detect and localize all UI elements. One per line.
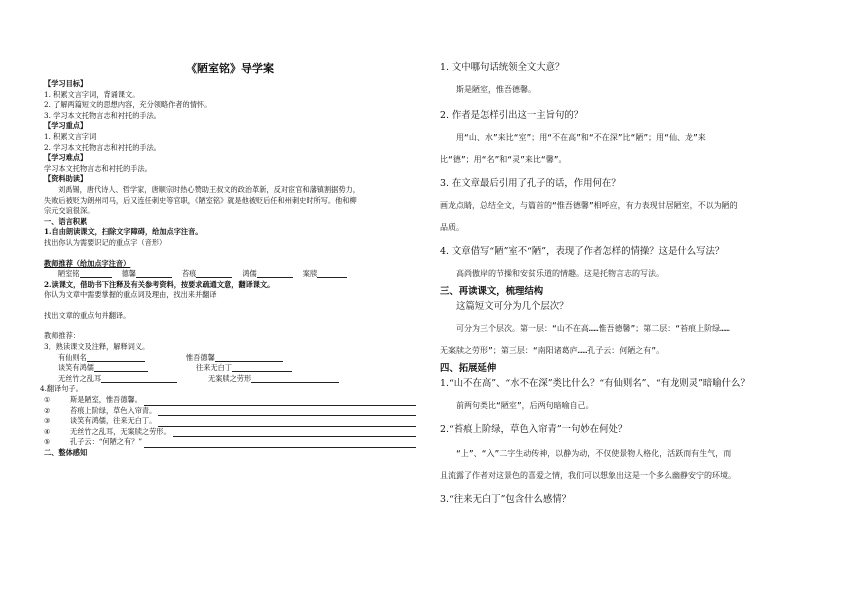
objective-item: 3. 学习本文托物言志和衬托的手法。 (44, 110, 161, 120)
pinyin-blank[interactable] (317, 269, 347, 278)
extension-question-3: 3.“往来无白丁”包含什么感情？ (440, 494, 572, 505)
vocab-word: 往来无白丁 (196, 363, 232, 373)
section-structure: 三、再读课文，梳理结构 (440, 286, 544, 297)
pinyin-row (44, 269, 416, 280)
task-translate-text-sub: 你认为文章中需要掌握的重点词及理由，找出来并翻译 (44, 290, 217, 300)
section-language: 一、语言积累 (44, 216, 88, 226)
vocab-word: 惟吾德馨 (186, 352, 215, 362)
material-line: 失败后被贬为朗州司马，后又连任刺史等官职，《陋室铭》就是他被贬后任和州刺史时所写。他和柳 (44, 195, 357, 205)
answer-2-line: 比“德”；用“名”和“灵”来比“馨”。 (440, 155, 567, 164)
vocab-row (44, 374, 416, 385)
extension-answer-2-line: “上”、“入”二字生动传神，以静为动，不仅使景物人格化，活跃而有生气，而 (456, 449, 732, 458)
extension-question-2: 2.“苔痕上阶绿，草色入帘青”一句妙在何处？ (440, 424, 628, 435)
translate-row: ⑤ 孔子云：“何陋之有？” (44, 437, 416, 448)
answer-4: 高尚傲岸的节操和安贫乐道的情趣。这是托物言志的写法。 (456, 269, 664, 278)
key-point-item: 2. 学习本文托物言志和衬托的手法。 (44, 142, 161, 152)
key-point-item: 1. 积累文言字词 (44, 131, 97, 141)
translate-sentence: 无丝竹之乱耳，无案牍之劳形。 (70, 426, 171, 436)
translate-row: ① 斯是陋室，惟吾德馨。 (44, 395, 416, 406)
task-read-aloud-sub: 找出你认为需要识记的重点字（音形） (44, 237, 167, 247)
question-4: 4. 文章借写“陋”室不“陋”，表现了作者怎样的情操？这是什么写法？ (440, 246, 725, 257)
left-column (40, 62, 416, 459)
vocab-blank[interactable] (87, 353, 145, 362)
vocab-row (44, 353, 416, 364)
translate-blank[interactable] (144, 439, 416, 448)
teacher-recommend-2: 教师推荐： (44, 331, 80, 341)
translate-sentence: 孔子云：“何陋之有？” (70, 437, 143, 447)
translate-sentence: 苔痕上阶绿，草色入帘青。 (70, 405, 157, 415)
structure-answer-line: 可分为三个层次。第一层：“山不在高……惟吾德馨”；第二层：“苔痕上阶绿…… (456, 324, 730, 333)
vocab-blank[interactable] (94, 363, 148, 372)
section-overall: 二、整体感知 (44, 448, 88, 457)
answer-2-line: 用“山、水”来比“室”；用“不在高”和“不在深”比“陋”；用“仙、龙”来 (456, 133, 706, 142)
pinyin-word: 苔痕 (181, 269, 197, 279)
vocab-blank[interactable] (101, 374, 177, 383)
translate-blank[interactable] (144, 397, 416, 406)
pinyin-word: 案牍 (302, 269, 318, 279)
vocab-word: 无案牍之劳形 (208, 373, 252, 383)
extension-answer-2-line: 且流露了作者对这景色的喜爱之情，我们可以想象出这是一个多么幽静安宁的环境。 (440, 471, 736, 480)
structure-question: 这篇短文可分为几个层次？ (456, 301, 569, 312)
key-points-header: 【学习重点】 (44, 121, 88, 131)
translate-row: ④ 无丝竹之乱耳，无案牍之劳形。 (44, 427, 416, 438)
find-key-sentence: 找出文章的重点句并翻译。 (44, 310, 131, 320)
material-header: 【资料助读】 (44, 174, 88, 184)
pinyin-word: 鸿儒 (242, 269, 257, 279)
teacher-recommend-header: 教师推荐（给加点字注音） (44, 258, 131, 268)
question-1: 1. 文中哪句话统领全文大意？ (440, 62, 565, 73)
translate-blank[interactable] (158, 418, 416, 427)
pinyin-blank[interactable] (80, 269, 112, 278)
right-column (440, 62, 840, 506)
page-title: 《陋室铭》导学案 (186, 62, 274, 75)
translate-sentence: 斯是陋室，惟吾德馨。 (70, 395, 142, 405)
answer-3-line: 画龙点睛，总结全文，与篇首的“惟吾德馨”相呼应，有力表现甘居陋室，不以为陋的 (440, 201, 738, 210)
vocab-blank[interactable] (232, 363, 292, 372)
question-3: 3. 在文章最后引用了孔子的话，作用何在？ (440, 178, 621, 189)
structure-answer-line: 无案牍之劳形”；第三层：“南阳诸葛庐……孔子云：何陋之有”。 (440, 346, 665, 355)
extension-question-1: 1.“山不在高”、“水不在深”类比什么？“有仙则名”、“有龙则灵”暗喻什么？ (440, 378, 750, 389)
material-line: 刘禹锡，唐代诗人、哲学家，唐顺宗时热心赞助王叔文的政治革新，反对宦官和藩镇割据势力， (58, 184, 360, 194)
pinyin-word: 德馨 (121, 269, 136, 279)
translate-sentence: 谈笑有鸿儒，往来无白丁。 (70, 416, 157, 426)
translate-row: ③ 谈笑有鸿儒，往来无白丁。 (44, 416, 416, 427)
material-line: 宗元交谊很深。 (44, 206, 95, 216)
task-vocab: 3．熟读课文及注释，解释词义。 (44, 342, 150, 352)
task-translate-text: 2.读课文，借助书下注释及有关参考资料，按要求疏通文意，翻译课文。 (44, 279, 275, 289)
objectives-header: 【学习目标】 (44, 79, 88, 88)
section-extension: 四、拓展延伸 (440, 363, 497, 374)
objective-item: 2. 了解两篇短文的思想内容，充分领略作者的情怀。 (44, 100, 212, 110)
vocab-row (44, 363, 416, 374)
vocab-word: 无丝竹之乱耳 (58, 373, 102, 383)
vocab-word: 谈笑有鸿儒 (58, 363, 94, 373)
pinyin-blank[interactable] (196, 269, 232, 278)
translate-blank[interactable] (158, 407, 416, 416)
question-2: 2. 作者是怎样引出这一主旨句的？ (440, 110, 584, 121)
answer-1: 斯是陋室，惟吾德馨。 (456, 85, 536, 94)
answer-3-line: 品质。 (440, 223, 464, 232)
vocab-word: 有仙则名 (58, 352, 87, 362)
difficult-point-item: 学习本文托物言志和衬托的手法。 (44, 163, 152, 173)
objective-item: 1. 积累文言字词，背诵课文。 (44, 89, 140, 99)
translate-row: ② 苔痕上阶绿，草色入帘青。 (44, 406, 416, 417)
vocab-blank[interactable] (215, 353, 283, 362)
pinyin-blank[interactable] (136, 269, 172, 278)
translate-blank[interactable] (173, 428, 416, 437)
task-read-aloud: 1.自由朗读课文，扫除文字障碍，给加点字注音。 (44, 227, 203, 237)
extension-answer-1: 前两句类比“陋室”，后两句暗喻自己。 (456, 401, 594, 410)
pinyin-blank[interactable] (257, 269, 293, 278)
task-translate-sentences: 4.翻译句子。 (40, 384, 83, 394)
pinyin-word: 陋室铭 (58, 269, 80, 279)
difficult-points-header: 【学习难点】 (44, 153, 88, 163)
vocab-blank[interactable] (251, 374, 339, 383)
